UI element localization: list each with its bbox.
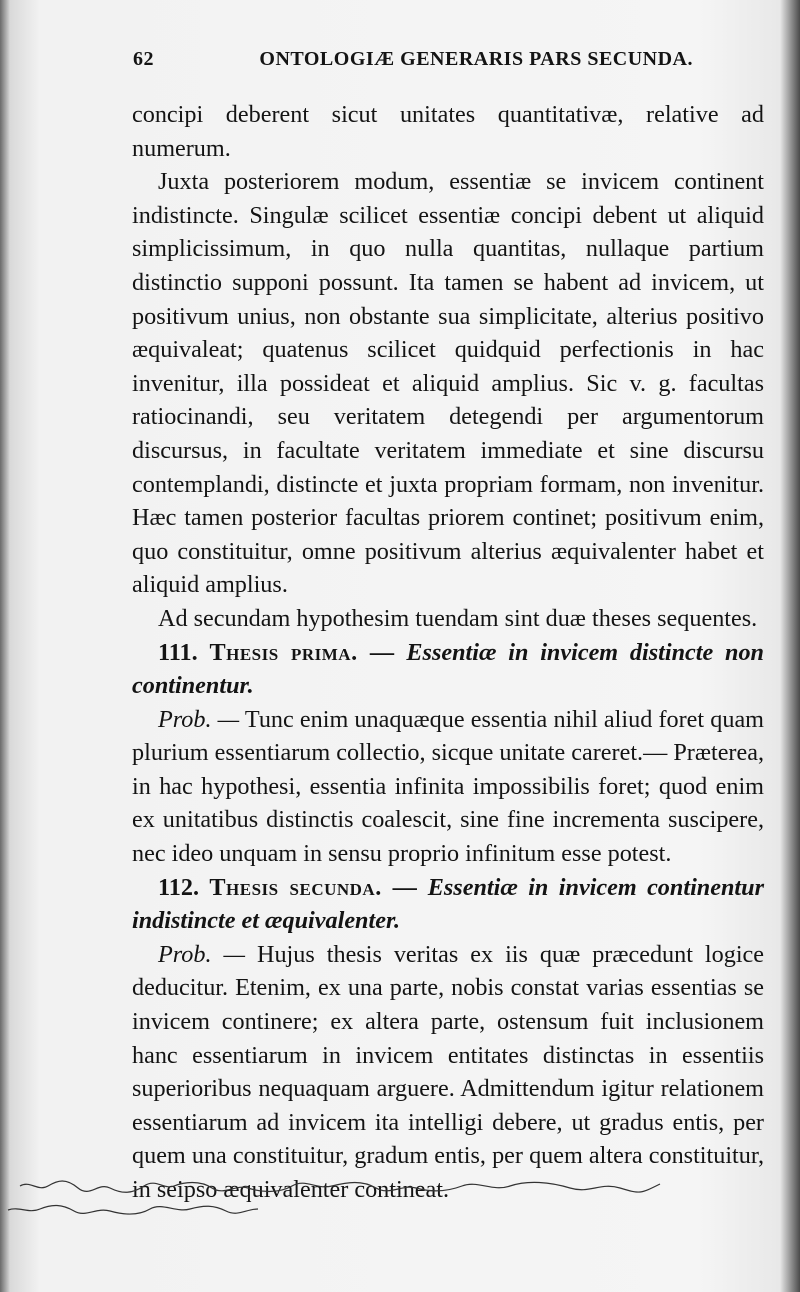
page-number: 62 (133, 48, 154, 70)
thesis-112 (132, 871, 764, 938)
thesis-111-number: 111. (158, 638, 198, 666)
thesis-111-label: Thesis prima. — (209, 638, 395, 666)
thesis-111-prob-label: Prob. — (158, 705, 240, 733)
thesis-112-label: Thesis secunda. — (209, 873, 418, 901)
thesis-112-statement: Essentiæ in invicem continentur indistincte et æquivalenter. (132, 873, 765, 935)
paragraph-continuation: concipi deberent sicut unitates quantitativæ, relative ad numerum. (132, 101, 764, 162)
thesis-111-prob-text: Tunc enim unaquæque essentia nihil aliud foret quam plurium essentiarum collectio, sicque unitate careret.— Præterea, in hac hypothesi, essentia infinita impossibilis foret; quod enim ex unitatibus distinctis coalescit, sine fine incrementa suscipere, nec ideo unquam in sensu proprio infinitum esse potest. (132, 705, 765, 868)
body-text (132, 98, 764, 1207)
running-title: ONTOLOGIÆ GENERARIS PARS SECUNDA. (259, 48, 693, 70)
thesis-112-prob-label: Prob. — (158, 940, 246, 968)
thesis-111-proof (132, 703, 764, 871)
thesis-111-statement: Essentiæ in invicem distincte non continentur. (132, 638, 765, 700)
thesis-112-prob-text: Hujus thesis veritas ex iis quæ præcedunt logice deducitur. Etenim, ex una parte, nobis constat varias essentias se invicem continere; ex altera parte, ostensum fuit inclusionem hanc essentiarum in invicem entitates distinctas in essentiis superioribus nequaquam arguere. Admittendum igitur relationem essentiarum ad invicem ita intelligi debere, ut gradus entis, per quem una constituitur, gradum entis, per quem altera constituitur, in seipso æquivalenter contineat. (132, 940, 765, 1203)
running-header (133, 48, 693, 71)
thesis-112-number: 112. (158, 873, 199, 901)
paragraph-posterior-modum: Juxta posteriorem modum, essentiæ se invicem continent indistincte. Singulæ scilicet essentiæ concipi debent ut aliquid simplicissimum, in quo nulla quantitas, nullaque partium distinctio supponi possunt. Ita tamen se habent ad invicem, ut positivum unius, non obstante sua simplicitate, alterius positivo æquivaleat; quatenus scilicet quidquid perfectionis in hac invenitur, illa possideat et aliquid amplius. Sic v. g. facultas ratiocinandi, seu veritatem detegendi per argumentorum discursus, in facultate veritatem immediate et sine discursu contemplandi, distincte et juxta propriam formam, non invenitur. Hæc tamen posterior facultas priorem continet; positivum enim, quo constituitur, omne positivum alterius æquivalenter habet et aliquid amplius. (132, 168, 764, 599)
thesis-111 (132, 636, 764, 703)
handwritten-note-icon (0, 1172, 800, 1232)
thesis-112-proof (132, 938, 764, 1207)
paragraph-secunda-hypothesis: Ad secundam hypothesim tuendam sint duæ theses sequentes. (158, 604, 758, 632)
